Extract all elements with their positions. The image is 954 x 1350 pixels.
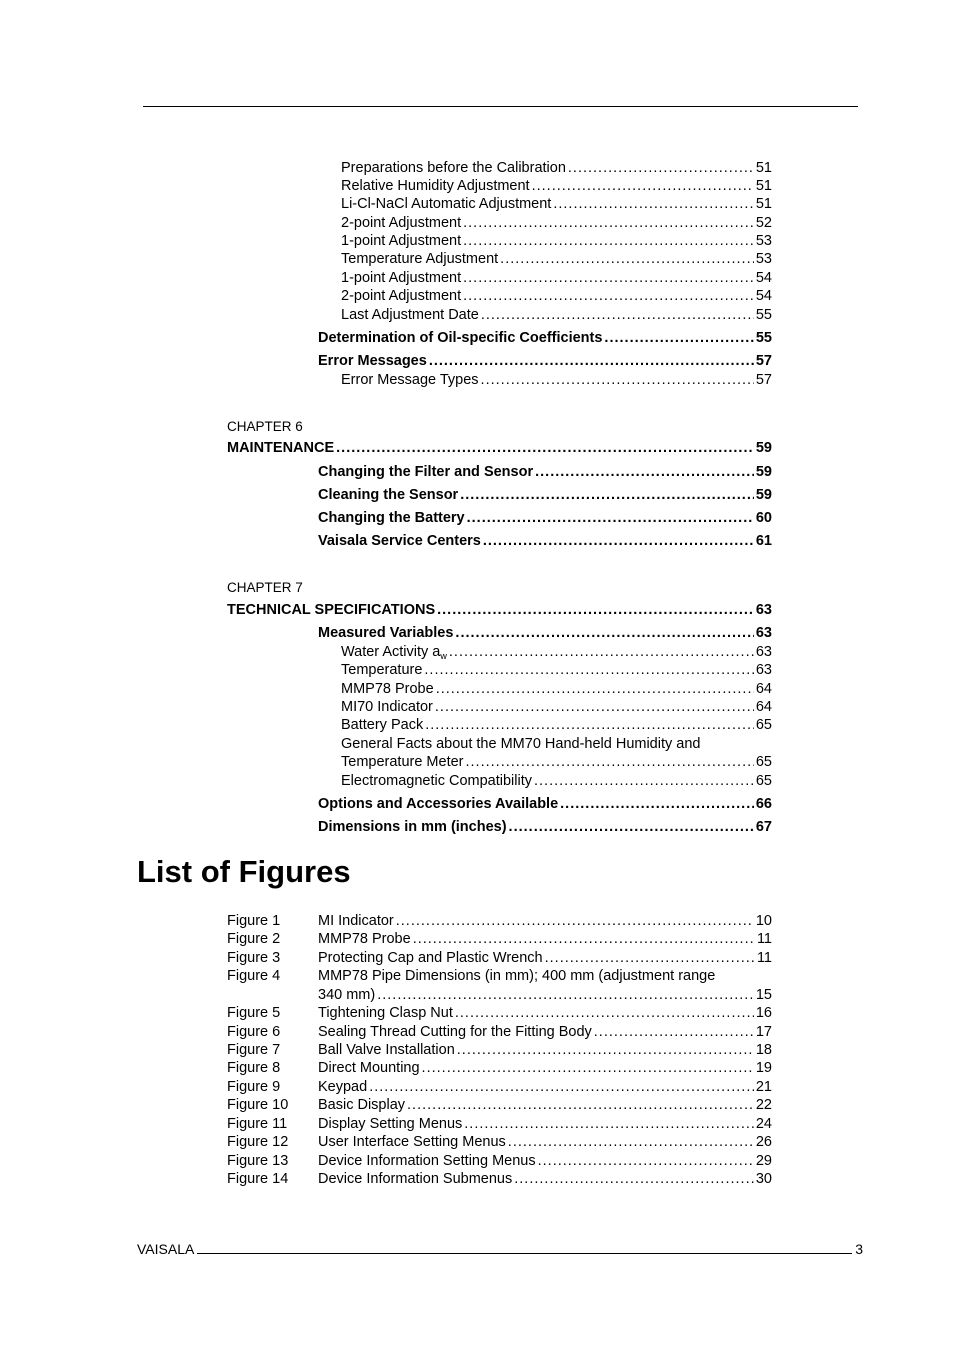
figure-page: 16 <box>755 1005 772 1021</box>
toc-entry-page: 54 <box>755 288 772 304</box>
figure-page: 10 <box>755 913 772 929</box>
toc-section-page: 63 <box>755 625 772 641</box>
toc-entry-label: Last Adjustment Date <box>341 307 479 323</box>
toc-entry-page: 65 <box>755 754 772 770</box>
leader-dots <box>460 486 754 504</box>
toc-section-label: Measured Variables <box>318 625 454 641</box>
toc-chapter-page: 59 <box>755 440 772 456</box>
leader-dots <box>538 1152 754 1170</box>
toc-section[interactable] <box>318 532 772 550</box>
figure-page: 21 <box>755 1079 772 1095</box>
leader-dots <box>464 1115 754 1133</box>
figure-title: Keypad <box>318 1079 368 1095</box>
leader-dots <box>500 250 754 268</box>
figure-number: Figure 12 <box>227 1134 289 1150</box>
toc-entry[interactable] <box>341 159 772 177</box>
toc-entry-page: 57 <box>755 372 772 388</box>
figure-entry[interactable] <box>227 1096 772 1114</box>
toc-entry-label: 1-point Adjustment <box>341 233 462 249</box>
toc-entry-page: 63 <box>755 644 772 660</box>
figure-title: MI Indicator <box>318 913 394 929</box>
leader-dots <box>369 1078 754 1096</box>
toc-entry-page: 55 <box>755 307 772 323</box>
figure-number: Figure 4 <box>227 968 281 984</box>
toc-chapter-page: 63 <box>755 602 772 618</box>
toc-entry-label: Battery Pack <box>341 717 424 733</box>
leader-dots <box>396 912 754 930</box>
figure-number: Figure 7 <box>227 1042 281 1058</box>
toc-chapter[interactable] <box>227 601 772 619</box>
toc-section-page: 59 <box>755 464 772 480</box>
leader-dots <box>449 643 754 661</box>
figure-entry[interactable] <box>227 1023 772 1041</box>
leader-dots <box>508 1133 754 1151</box>
figure-number: Figure 5 <box>227 1005 281 1021</box>
toc-entry-page: 64 <box>755 699 772 715</box>
leader-dots <box>463 232 754 250</box>
figure-number: Figure 3 <box>227 950 281 966</box>
toc-section-label: Changing the Filter and Sensor <box>318 464 534 480</box>
toc-section-label: Error Messages <box>318 353 427 369</box>
toc-entry-label: 2-point Adjustment <box>341 288 462 304</box>
figure-page: 29 <box>755 1153 772 1169</box>
toc-section[interactable] <box>318 329 772 347</box>
leader-dots <box>481 371 754 389</box>
leader-dots <box>422 1059 754 1077</box>
water-activity-subscript: w <box>440 651 447 661</box>
leader-dots <box>481 306 754 324</box>
figure-entry[interactable] <box>227 1170 772 1188</box>
figure-title: Basic Display <box>318 1097 406 1113</box>
figure-entry[interactable] <box>227 1115 772 1133</box>
leader-dots <box>457 1041 754 1059</box>
figure-page: 30 <box>755 1171 772 1187</box>
figure-entry[interactable] <box>227 1059 772 1077</box>
figure-title: 340 mm) <box>318 987 376 1003</box>
figure-page: 17 <box>755 1024 772 1040</box>
toc-section-page: 59 <box>755 487 772 503</box>
figure-title: Device Information Setting Menus <box>318 1153 536 1169</box>
toc-entry-label: Temperature Meter <box>341 754 464 770</box>
leader-dots <box>436 680 754 698</box>
leader-dots <box>604 329 753 347</box>
toc-entry[interactable] <box>341 772 772 790</box>
toc-section-label: Dimensions in mm (inches) <box>318 819 507 835</box>
figure-number: Figure 10 <box>227 1097 289 1113</box>
leader-dots <box>467 509 754 527</box>
toc-section[interactable] <box>318 624 772 642</box>
figure-entry[interactable] <box>227 930 772 948</box>
leader-dots <box>509 818 754 836</box>
toc-entry-label: 2-point Adjustment <box>341 215 462 231</box>
figure-page: 24 <box>755 1116 772 1132</box>
toc-entry-page: 63 <box>755 662 772 678</box>
leader-dots <box>336 439 754 457</box>
figure-number: Figure 11 <box>227 1116 288 1132</box>
toc-entry-label: MI70 Indicator <box>341 699 433 715</box>
leader-dots <box>463 287 754 305</box>
leader-dots <box>413 930 755 948</box>
figure-number: Figure 1 <box>227 913 281 929</box>
leader-dots <box>455 624 753 642</box>
leader-dots <box>534 772 754 790</box>
toc-entry-page: 51 <box>755 178 772 194</box>
leader-dots <box>455 1004 754 1022</box>
figure-entry[interactable] <box>227 1078 772 1096</box>
figure-page: 11 <box>756 950 772 966</box>
leader-dots <box>553 195 754 213</box>
toc-section-label: Vaisala Service Centers <box>318 533 481 549</box>
figure-title: Protecting Cap and Plastic Wrench <box>318 950 543 966</box>
leader-dots <box>424 661 753 679</box>
toc-entry[interactable] <box>341 680 772 698</box>
figure-title: Device Information Submenus <box>318 1171 513 1187</box>
toc-entry-label: Electromagnetic Compatibility <box>341 773 532 789</box>
figure-entry[interactable] <box>227 1152 772 1170</box>
toc-entry-label: Temperature <box>341 662 423 678</box>
figure-title: Ball Valve Installation <box>318 1042 455 1058</box>
chapter-label: CHAPTER 6 <box>227 419 303 434</box>
toc-section-label: Cleaning the Sensor <box>318 487 459 503</box>
leader-dots <box>437 601 754 619</box>
leader-dots <box>429 352 754 370</box>
leader-dots <box>483 532 754 550</box>
toc-section-page: 67 <box>755 819 772 835</box>
footer-brand: VAISALA <box>137 1241 195 1257</box>
leader-dots <box>594 1023 754 1041</box>
toc-entry[interactable] <box>341 661 772 679</box>
figure-title: MMP78 Probe <box>318 931 411 947</box>
toc-section-page: 60 <box>755 510 772 526</box>
toc-section-page: 55 <box>755 330 772 346</box>
figure-entry[interactable] <box>227 1004 772 1022</box>
figure-title: Display Setting Menus <box>318 1116 463 1132</box>
leader-dots <box>463 269 754 287</box>
toc-entry-page: 65 <box>755 717 772 733</box>
toc-entry-line[interactable]: General Facts about the MM70 Hand-held Humidity and <box>341 736 701 752</box>
figure-entry[interactable] <box>227 1133 772 1151</box>
toc-section[interactable] <box>318 818 772 836</box>
toc-section-label: Determination of Oil-specific Coefficients <box>318 330 603 346</box>
figure-number: Figure 2 <box>227 931 281 947</box>
figure-entry[interactable] <box>227 949 772 967</box>
leader-dots <box>463 214 754 232</box>
toc-chapter-title: TECHNICAL SPECIFICATIONS <box>227 602 436 618</box>
leader-dots <box>568 159 754 177</box>
toc-chapter[interactable] <box>227 439 772 457</box>
figure-number: Figure 13 <box>227 1153 289 1169</box>
toc-entry-page: 53 <box>755 233 772 249</box>
list-of-figures-heading: List of Figures <box>137 854 351 889</box>
toc-entry[interactable] <box>341 753 772 771</box>
toc-entry[interactable] <box>341 287 772 305</box>
footer-rule <box>197 1240 852 1254</box>
figure-page: 22 <box>755 1097 772 1113</box>
toc-entry[interactable] <box>341 716 772 734</box>
figure-title: Direct Mounting <box>318 1060 420 1076</box>
toc-section-label: Options and Accessories Available <box>318 796 559 812</box>
figure-entry[interactable] <box>227 967 772 985</box>
figure-number: Figure 14 <box>227 1171 289 1187</box>
toc-section-page: 66 <box>755 796 772 812</box>
toc-entry[interactable] <box>341 269 772 287</box>
leader-dots <box>377 986 754 1004</box>
toc-entry-label: Preparations before the Calibration <box>341 160 566 176</box>
figure-page: 18 <box>755 1042 772 1058</box>
toc-entry-label: Temperature Adjustment <box>341 251 499 267</box>
leader-dots <box>545 949 755 967</box>
toc-section[interactable] <box>318 352 772 370</box>
leader-dots <box>466 753 754 771</box>
figure-title: MMP78 Pipe Dimensions (in mm); 400 mm (adjustment range <box>318 968 716 984</box>
toc-entry-page: 51 <box>755 160 772 176</box>
figure-page: 26 <box>755 1134 772 1150</box>
figure-entry-continued[interactable] <box>227 986 772 1004</box>
toc-entry[interactable] <box>341 214 772 232</box>
toc-entry[interactable] <box>341 698 772 716</box>
toc-entry[interactable] <box>341 371 772 389</box>
leader-dots <box>435 698 754 716</box>
toc-entry-label: MMP78 Probe <box>341 681 434 697</box>
toc-entry-label: 1-point Adjustment <box>341 270 462 286</box>
figure-page: 19 <box>755 1060 772 1076</box>
toc-entry-page: 51 <box>755 196 772 212</box>
leader-dots <box>425 716 754 734</box>
toc-entry-label: Relative Humidity Adjustment <box>341 178 530 194</box>
toc-entry-label: Li-Cl-NaCl Automatic Adjustment <box>341 196 552 212</box>
chapter-label: CHAPTER 7 <box>227 580 303 595</box>
figure-entry[interactable] <box>227 912 772 930</box>
figure-number: Figure 9 <box>227 1079 281 1095</box>
leader-dots <box>535 463 754 481</box>
figure-page: 11 <box>756 931 772 947</box>
page-footer <box>137 1240 863 1257</box>
toc-section-page: 61 <box>755 533 772 549</box>
toc-section-label: Changing the Battery <box>318 510 465 526</box>
header-rule <box>143 106 858 107</box>
figure-number: Figure 8 <box>227 1060 281 1076</box>
toc-entry[interactable] <box>341 177 772 195</box>
toc-entry-page: 52 <box>755 215 772 231</box>
leader-dots <box>514 1170 754 1188</box>
figure-entry[interactable] <box>227 1041 772 1059</box>
toc-chapter-title: MAINTENANCE <box>227 440 335 456</box>
toc-entry[interactable] <box>341 306 772 324</box>
toc-entry-page: 65 <box>755 773 772 789</box>
toc-section-page: 57 <box>755 353 772 369</box>
figure-number: Figure 6 <box>227 1024 281 1040</box>
page-number: 3 <box>855 1241 863 1257</box>
toc-entry[interactable] <box>341 195 772 213</box>
toc-entry-page: 64 <box>755 681 772 697</box>
toc-entry-page: 53 <box>755 251 772 267</box>
figure-title: User Interface Setting Menus <box>318 1134 506 1150</box>
toc-entry[interactable] <box>341 232 772 250</box>
water-activity-text: Water Activity a <box>341 644 441 660</box>
leader-dots <box>532 177 754 195</box>
toc-section[interactable] <box>318 509 772 527</box>
leader-dots <box>407 1096 754 1114</box>
figure-page: 15 <box>755 987 772 1003</box>
toc-entry-page: 54 <box>755 270 772 286</box>
toc-entry[interactable] <box>341 250 772 268</box>
toc-section[interactable] <box>318 486 772 504</box>
toc-section[interactable] <box>318 795 772 813</box>
figure-title: Tightening Clasp Nut <box>318 1005 453 1021</box>
toc-section[interactable] <box>318 463 772 481</box>
toc-entry-label: Error Message Types <box>341 372 479 388</box>
leader-dots <box>560 795 754 813</box>
figure-title: Sealing Thread Cutting for the Fitting Body <box>318 1024 592 1040</box>
